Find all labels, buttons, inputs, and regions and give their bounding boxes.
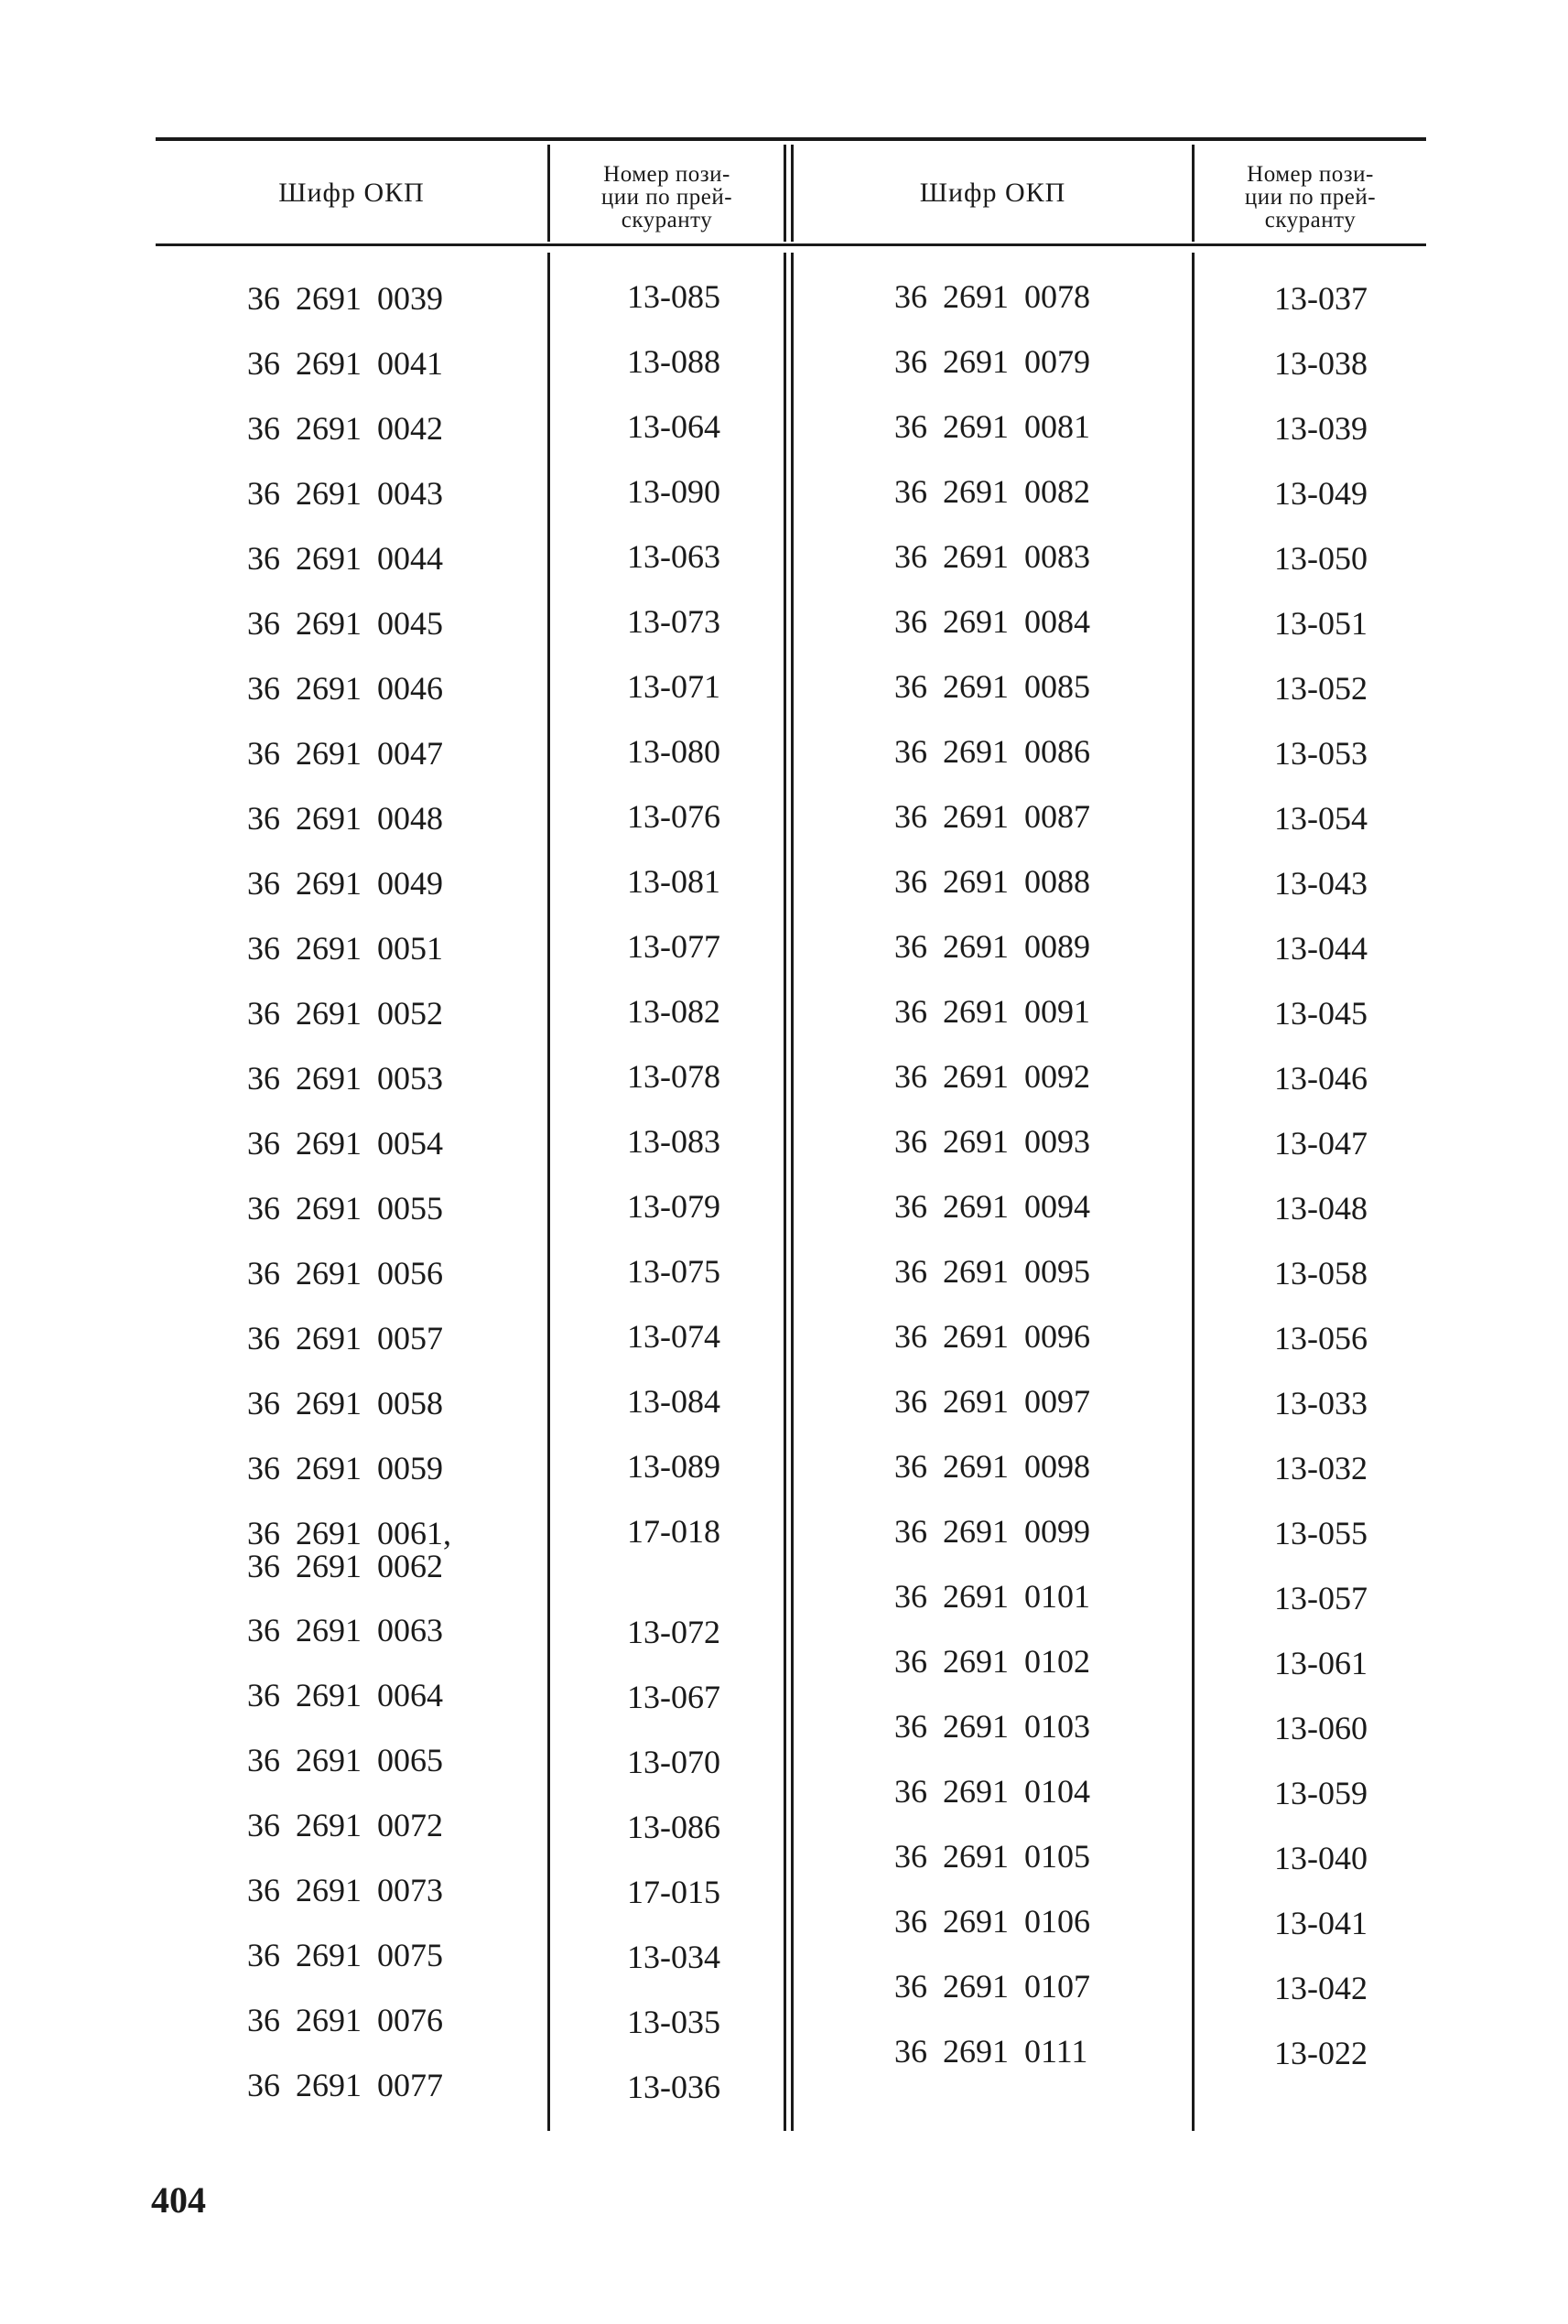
left-position-cell: 13-072 xyxy=(627,1614,720,1650)
right-code-cell: 36 2691 0092 xyxy=(894,1058,1090,1095)
right-code-cell: 36 2691 0097 xyxy=(894,1383,1090,1420)
left-code-cell: 36 2691 0072 xyxy=(247,1807,443,1843)
right-code-cell: 36 2691 0078 xyxy=(894,278,1090,315)
left-position-cell: 13-070 xyxy=(627,1744,720,1780)
right-code-cell: 36 2691 0093 xyxy=(894,1123,1090,1160)
left-position-cell: 13-085 xyxy=(627,278,720,315)
right-code-cell: 36 2691 0083 xyxy=(894,538,1090,575)
right-position-cell: 13-061 xyxy=(1274,1645,1368,1681)
header-position-line-2: ции по прей- xyxy=(600,185,733,210)
right-code-cell: 36 2691 0104 xyxy=(894,1773,1090,1810)
right-code-cell: 36 2691 0111 xyxy=(894,2033,1088,2070)
table-top-rule xyxy=(156,137,1426,141)
left-position-cell: 13-074 xyxy=(627,1318,720,1355)
left-code-cell: 36 2691 0049 xyxy=(247,865,443,902)
left-code-cell: 36 2691 0043 xyxy=(247,475,443,512)
left-position-cell: 13-073 xyxy=(627,603,720,640)
right-code-cell: 36 2691 0102 xyxy=(894,1643,1090,1680)
header-position-line-1: Номер пози- xyxy=(1247,162,1374,187)
header-bottom-rule xyxy=(156,243,1426,246)
right-position-cell: 13-033 xyxy=(1274,1385,1368,1421)
header-code-right: Шифр ОКП xyxy=(919,178,1066,208)
right-position-cell: 13-037 xyxy=(1274,280,1368,317)
left-code-cell: 36 2691 0061, xyxy=(247,1515,451,1551)
left-position-cell: 13-071 xyxy=(627,668,720,705)
left-position-cell: 13-088 xyxy=(627,343,720,380)
center-double-rule-b-body xyxy=(791,253,794,2131)
right-position-cell: 13-054 xyxy=(1274,800,1368,837)
left-code-cell: 36 2691 0063 xyxy=(247,1612,443,1648)
right-code-cell: 36 2691 0087 xyxy=(894,798,1090,835)
left-position-cell: 13-035 xyxy=(627,2004,720,2040)
right-code-cell: 36 2691 0107 xyxy=(894,1968,1090,2005)
right-position-cell: 13-053 xyxy=(1274,735,1368,772)
left-position-cell: 13-034 xyxy=(627,1939,720,1975)
left-position-cell: 13-067 xyxy=(627,1679,720,1715)
right-position-cell: 13-039 xyxy=(1274,410,1368,447)
left-position-cell: 13-077 xyxy=(627,928,720,965)
left-position-cell: 13-076 xyxy=(627,798,720,835)
right-position-cell: 13-032 xyxy=(1274,1450,1368,1486)
right-position-cell: 13-044 xyxy=(1274,930,1368,967)
header-position-line-3: скуранту xyxy=(1264,208,1357,232)
right-position-cell: 13-041 xyxy=(1274,1905,1368,1941)
column-rule-3-body xyxy=(1192,253,1195,2131)
right-code-cell: 36 2691 0089 xyxy=(894,928,1090,965)
left-position-cell: 13-075 xyxy=(627,1253,720,1290)
left-position-cell: 13-080 xyxy=(627,733,720,770)
right-position-cell: 13-052 xyxy=(1274,670,1368,707)
right-code-cell: 36 2691 0095 xyxy=(894,1253,1090,1290)
left-code-cell: 36 2691 0047 xyxy=(247,735,443,772)
left-position-cell: 13-086 xyxy=(627,1809,720,1845)
right-code-cell: 36 2691 0088 xyxy=(894,863,1090,900)
right-position-cell: 13-038 xyxy=(1274,345,1368,382)
right-position-cell: 13-042 xyxy=(1274,1970,1368,2006)
right-position-cell: 13-045 xyxy=(1274,995,1368,1032)
right-position-cell: 13-048 xyxy=(1274,1190,1368,1227)
right-code-cell: 36 2691 0106 xyxy=(894,1903,1090,1940)
left-code-cell: 36 2691 0065 xyxy=(247,1742,443,1778)
center-double-rule-a-body xyxy=(784,253,786,2131)
header-position-left xyxy=(550,163,784,232)
right-position-cell: 13-055 xyxy=(1274,1515,1368,1551)
left-code-cell: 36 2691 0054 xyxy=(247,1125,443,1162)
right-code-cell: 36 2691 0091 xyxy=(894,993,1090,1030)
left-position-cell: 13-064 xyxy=(627,408,720,445)
right-position-cell: 13-057 xyxy=(1274,1580,1368,1616)
left-code-cell: 36 2691 0041 xyxy=(247,345,443,382)
right-code-cell: 36 2691 0086 xyxy=(894,733,1090,770)
right-code-cell: 36 2691 0094 xyxy=(894,1188,1090,1225)
left-position-cell: 13-090 xyxy=(627,473,720,510)
left-position-cell: 13-063 xyxy=(627,538,720,575)
right-code-cell: 36 2691 0084 xyxy=(894,603,1090,640)
left-position-cell: 13-036 xyxy=(627,2069,720,2105)
left-code-cell: 36 2691 0058 xyxy=(247,1385,443,1421)
right-position-cell: 13-047 xyxy=(1274,1125,1368,1162)
right-position-cell: 13-049 xyxy=(1274,475,1368,512)
right-position-cell: 13-043 xyxy=(1274,865,1368,902)
left-position-cell: 13-083 xyxy=(627,1123,720,1160)
left-code-cell: 36 2691 0059 xyxy=(247,1450,443,1486)
left-position-cell: 17-015 xyxy=(627,1874,720,1910)
right-code-cell: 36 2691 0098 xyxy=(894,1448,1090,1485)
right-code-cell: 36 2691 0096 xyxy=(894,1318,1090,1355)
right-code-cell: 36 2691 0099 xyxy=(894,1513,1090,1550)
header-position-line-3: скуранту xyxy=(621,208,713,232)
right-position-cell: 13-059 xyxy=(1274,1775,1368,1811)
left-code-cell: 36 2691 0064 xyxy=(247,1677,443,1713)
left-code-cell: 36 2691 0052 xyxy=(247,995,443,1032)
right-code-cell: 36 2691 0101 xyxy=(894,1578,1090,1615)
left-code-cell: 36 2691 0073 xyxy=(247,1872,443,1908)
left-code-cell-continued: 36 2691 0062 xyxy=(247,1548,443,1584)
right-code-cell: 36 2691 0105 xyxy=(894,1838,1090,1875)
right-position-cell: 13-058 xyxy=(1274,1255,1368,1292)
left-position-cell: 13-089 xyxy=(627,1448,720,1485)
right-code-cell: 36 2691 0082 xyxy=(894,473,1090,510)
right-position-cell: 13-050 xyxy=(1274,540,1368,577)
column-rule-1-body xyxy=(547,253,550,2131)
right-position-cell: 13-040 xyxy=(1274,1840,1368,1876)
right-position-cell: 13-022 xyxy=(1274,2035,1368,2071)
left-code-cell: 36 2691 0048 xyxy=(247,800,443,837)
left-code-cell: 36 2691 0076 xyxy=(247,2002,443,2038)
right-position-cell: 13-056 xyxy=(1274,1320,1368,1357)
page-number: 404 xyxy=(151,2179,206,2221)
left-code-cell: 36 2691 0057 xyxy=(247,1320,443,1357)
left-code-cell: 36 2691 0055 xyxy=(247,1190,443,1227)
right-code-cell: 36 2691 0081 xyxy=(894,408,1090,445)
header-position-right xyxy=(1195,163,1426,232)
left-code-cell: 36 2691 0077 xyxy=(247,2067,443,2103)
right-position-cell: 13-046 xyxy=(1274,1060,1368,1097)
left-position-cell: 13-079 xyxy=(627,1188,720,1225)
right-code-cell: 36 2691 0085 xyxy=(894,668,1090,705)
left-code-cell: 36 2691 0042 xyxy=(247,410,443,447)
right-position-cell: 13-060 xyxy=(1274,1710,1368,1746)
left-code-cell: 36 2691 0044 xyxy=(247,540,443,577)
left-position-cell: 17-018 xyxy=(627,1513,720,1550)
header-position-line-1: Номер пози- xyxy=(603,162,730,187)
right-code-cell: 36 2691 0103 xyxy=(894,1708,1090,1745)
right-code-cell: 36 2691 0079 xyxy=(894,343,1090,380)
left-code-cell: 36 2691 0053 xyxy=(247,1060,443,1097)
left-code-cell: 36 2691 0051 xyxy=(247,930,443,967)
header-code-left: Шифр ОКП xyxy=(278,178,425,208)
left-code-cell: 36 2691 0056 xyxy=(247,1255,443,1292)
left-position-cell: 13-082 xyxy=(627,993,720,1030)
header-position-line-2: ции по прей- xyxy=(1244,185,1377,210)
left-position-cell: 13-078 xyxy=(627,1058,720,1095)
left-position-cell: 13-084 xyxy=(627,1383,720,1420)
left-position-cell: 13-081 xyxy=(627,863,720,900)
center-double-rule-a xyxy=(784,145,786,242)
left-code-cell: 36 2691 0045 xyxy=(247,605,443,642)
left-code-cell: 36 2691 0039 xyxy=(247,280,443,317)
left-code-cell: 36 2691 0046 xyxy=(247,670,443,707)
right-position-cell: 13-051 xyxy=(1274,605,1368,642)
left-code-cell: 36 2691 0075 xyxy=(247,1937,443,1973)
